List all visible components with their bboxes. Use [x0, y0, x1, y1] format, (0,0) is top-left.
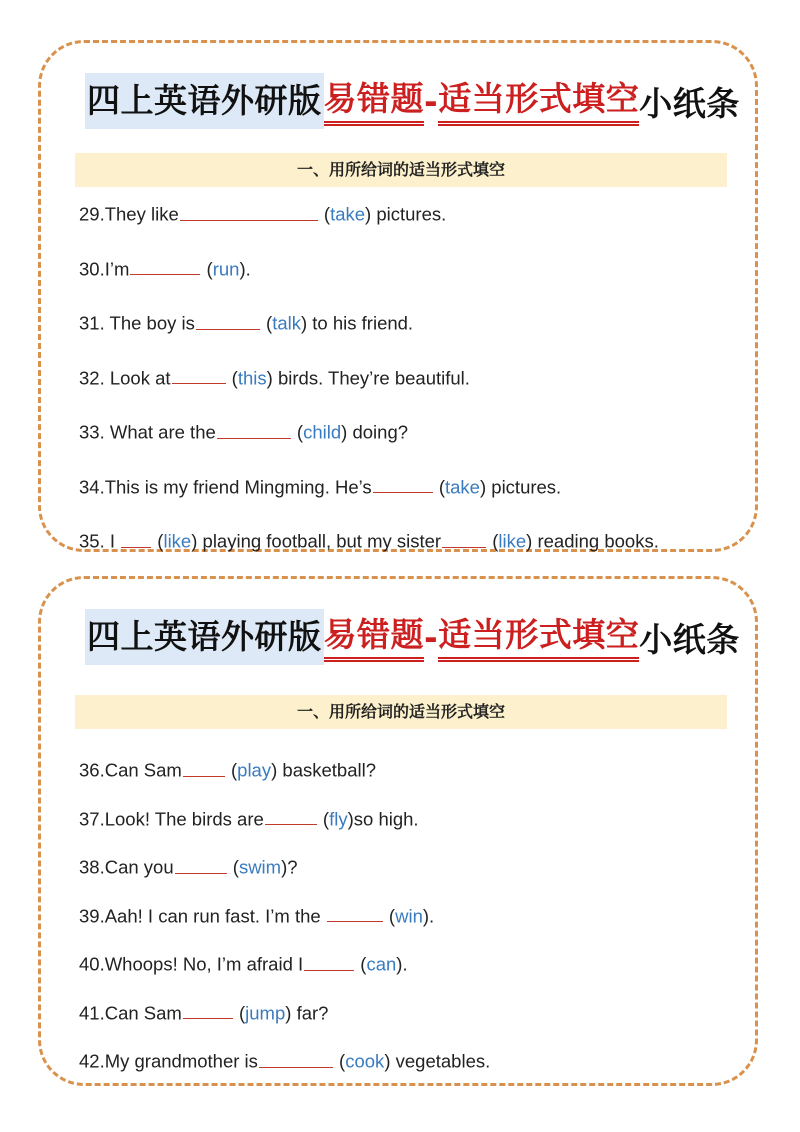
- hint-word: like: [163, 530, 192, 552]
- question-list: [79, 201, 735, 553]
- worksheet-card-2: [38, 576, 758, 1086]
- hint-word: can: [366, 953, 397, 975]
- hint-word: cook: [345, 1050, 385, 1072]
- question-41: 41.Can Sam (jump) far?: [79, 1000, 735, 1025]
- hint-word: swim: [238, 856, 282, 878]
- hint-word: talk: [272, 312, 301, 334]
- title-red-part-2: 适当形式填空: [438, 613, 639, 662]
- question-list: [79, 757, 735, 1073]
- answer-blank[interactable]: [304, 951, 354, 971]
- title-tail: 小纸条: [639, 83, 740, 123]
- answer-blank[interactable]: [217, 419, 291, 439]
- title-black-part: 四上英语外研版: [85, 609, 324, 665]
- hint-word: play: [237, 759, 272, 781]
- question-29: 29.They like (take) pictures.: [79, 201, 735, 226]
- hint-word: child: [303, 421, 342, 443]
- answer-blank[interactable]: [265, 806, 317, 826]
- title-tail: 小纸条: [639, 619, 740, 659]
- section-header: 一、用所给词的适当形式填空: [75, 695, 727, 729]
- question-42: 42.My grandmother is (cook) vegetables.: [79, 1048, 735, 1073]
- answer-blank[interactable]: [183, 757, 225, 777]
- question-35: 35. I (like) playing football, but my sister (like) reading books.: [79, 528, 735, 553]
- question-30: 30.I’m (run).: [79, 256, 735, 281]
- hint-word: like: [498, 530, 527, 552]
- card-title: [85, 609, 740, 665]
- question-40: 40.Whoops! No, I’m afraid I (can).: [79, 951, 735, 976]
- title-black-part: 四上英语外研版: [85, 73, 324, 129]
- hint-word: win: [395, 905, 423, 926]
- hint-word: fly: [329, 808, 348, 829]
- hint-word: take: [330, 203, 366, 225]
- question-34: 34.This is my friend Mingming. He’s (take) pictures.: [79, 474, 735, 499]
- title-dash: -: [424, 81, 439, 121]
- hint-word: this: [237, 367, 267, 388]
- question-31: 31. The boy is (talk) to his friend.: [79, 310, 735, 335]
- hint-word: take: [445, 476, 480, 497]
- answer-blank[interactable]: [442, 528, 486, 548]
- answer-blank[interactable]: [175, 854, 227, 874]
- answer-blank[interactable]: [196, 310, 260, 330]
- title-red-part-1: 易错题: [324, 613, 425, 662]
- title-red-part-2: 适当形式填空: [438, 77, 639, 126]
- hint-word: run: [212, 258, 240, 279]
- answer-blank[interactable]: [130, 256, 200, 276]
- worksheet-card-1: [38, 40, 758, 552]
- title-dash: -: [424, 617, 439, 657]
- answer-blank[interactable]: [259, 1048, 333, 1068]
- section-header: 一、用所给词的适当形式填空: [75, 153, 727, 187]
- answer-blank[interactable]: [327, 903, 383, 923]
- question-39: 39.Aah! I can run fast. I’m the (win).: [79, 903, 735, 928]
- title-red-part-1: 易错题: [324, 77, 425, 126]
- card-title: [85, 73, 740, 129]
- answer-blank[interactable]: [373, 474, 433, 494]
- question-37: 37.Look! The birds are (fly)so high.: [79, 806, 735, 831]
- answer-blank[interactable]: [172, 365, 226, 385]
- answer-blank[interactable]: [183, 1000, 233, 1020]
- question-38: 38.Can you (swim)?: [79, 854, 735, 879]
- answer-blank[interactable]: [121, 528, 151, 548]
- question-32: 32. Look at (this) birds. They’re beautiful.: [79, 365, 735, 390]
- hint-word: jump: [245, 1002, 286, 1023]
- answer-blank[interactable]: [180, 201, 318, 221]
- question-33: 33. What are the (child) doing?: [79, 419, 735, 444]
- question-36: 36.Can Sam (play) basketball?: [79, 757, 735, 782]
